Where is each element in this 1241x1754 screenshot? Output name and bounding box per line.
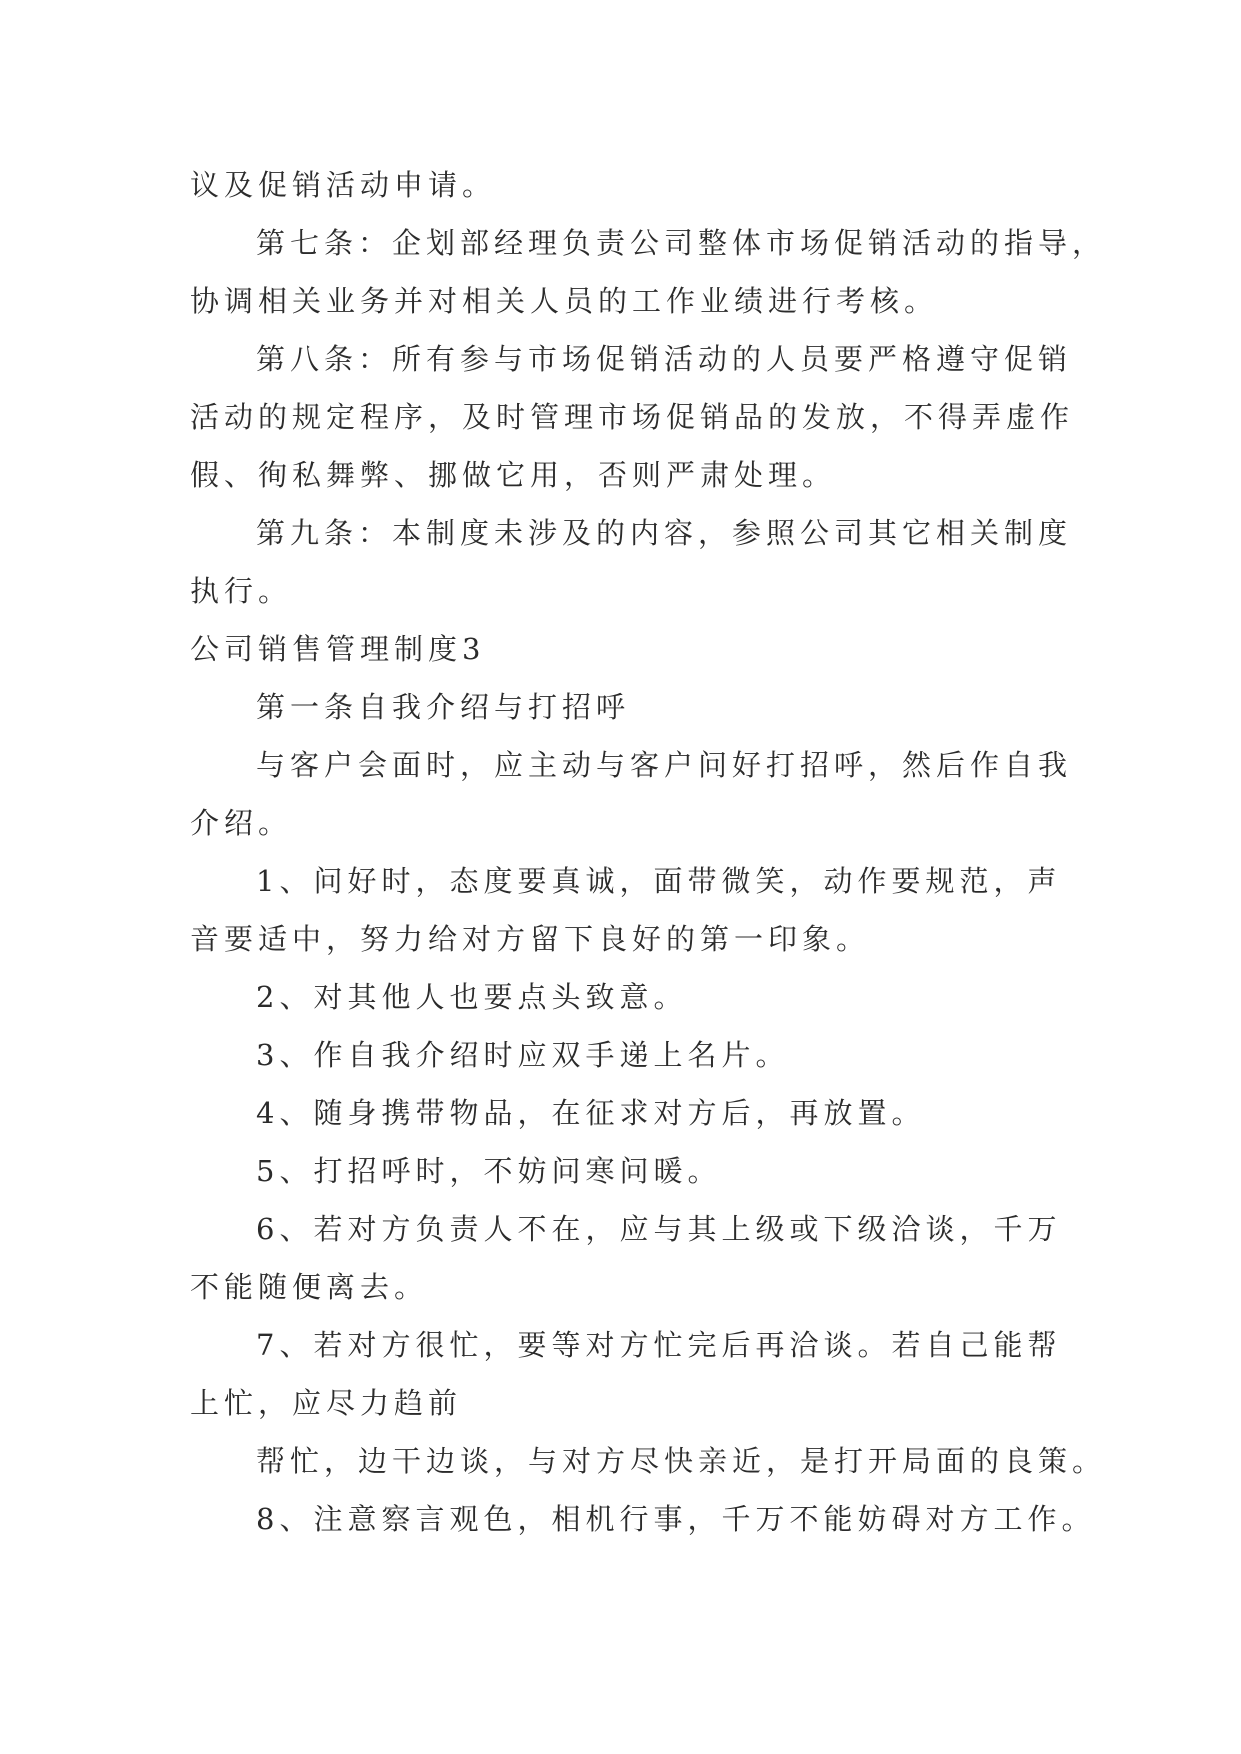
text-line: 7、若对方很忙，要等对方忙完后再洽谈。若自己能帮 [256,1328,1062,1362]
text-line: 与客户会面时，应主动与客户问好打招呼，然后作自我 [256,748,1073,782]
text-line: 介绍。 [190,806,293,840]
text-line: 3、作自我介绍时应双手递上名片。 [256,1038,790,1072]
text-line: 议及促销活动申请。 [190,168,497,202]
text-line: 4、随身携带物品，在征求对方后，再放置。 [256,1096,926,1130]
text-line: 上忙，应尽力趋前 [190,1386,463,1420]
text-line: 音要适中，努力给对方留下良好的第一印象。 [190,922,871,956]
text-line: 第一条自我介绍与打招呼 [256,690,631,724]
text-line: 第九条：本制度未涉及的内容，参照公司其它相关制度 [256,516,1073,550]
text-line: 协调相关业务并对相关人员的工作业绩进行考核。 [190,284,939,318]
text-line: 6、若对方负责人不在，应与其上级或下级洽谈，千万 [256,1212,1062,1246]
section-title: 公司销售管理制度3 [190,632,486,666]
text-line: 5、打招呼时，不妨问寒问暖。 [256,1154,722,1188]
text-line: 2、对其他人也要点头致意。 [256,980,688,1014]
text-line: 帮忙，边干边谈，与对方尽快亲近，是打开局面的良策。 [256,1444,1107,1478]
text-line: 8、注意察言观色，相机行事，千万不能妨碍对方工作。 [256,1502,1096,1536]
text-line: 活动的规定程序，及时管理市场促销品的发放，不得弄虚作 [190,400,1075,434]
text-line: 第七条：企划部经理负责公司整体市场促销活动的指导， [256,226,1107,260]
text-line: 执行。 [190,574,293,608]
text-line: 1、问好时，态度要真诚，面带微笑，动作要规范，声 [256,864,1062,898]
text-line: 不能随便离去。 [190,1270,429,1304]
text-line: 第八条：所有参与市场促销活动的人员要严格遵守促销 [256,342,1073,376]
text-line: 假、徇私舞弊、挪做它用，否则严肃处理。 [190,458,837,492]
